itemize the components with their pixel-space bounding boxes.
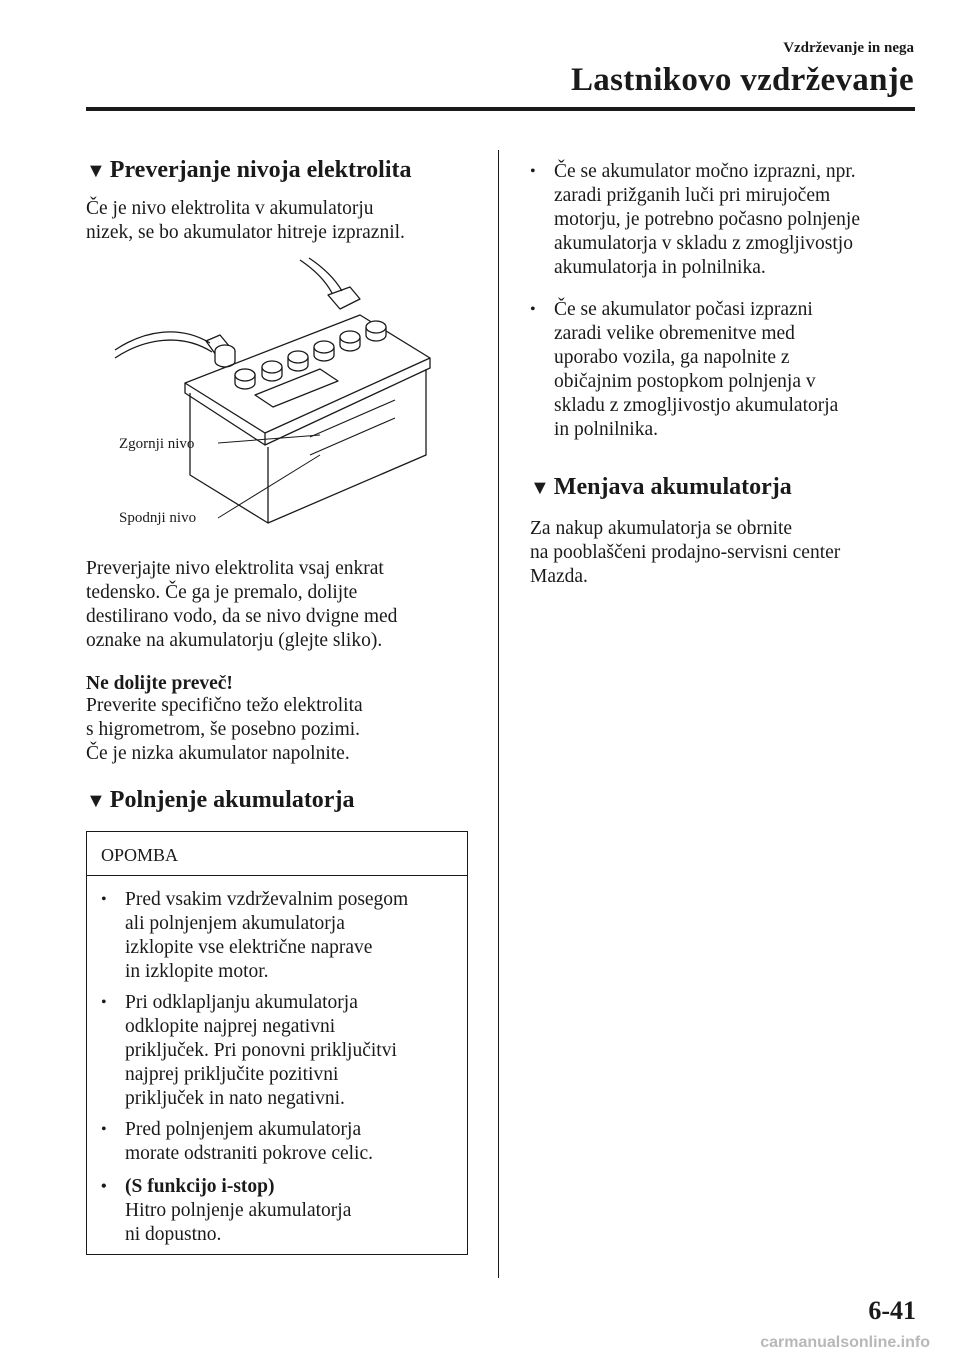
bullet-icon: • bbox=[101, 891, 107, 908]
battery-illustration bbox=[110, 255, 450, 530]
section-label: Vzdrževanje in nega bbox=[783, 40, 914, 56]
triangle-icon: ▼ bbox=[86, 160, 106, 182]
header-rule bbox=[86, 107, 915, 111]
warning-title: Ne dolijte preveč! bbox=[86, 673, 233, 694]
footer-watermark: carmanualsonline.info bbox=[760, 1334, 930, 1351]
replacement-paragraph: Za nakup akumulatorja se obrnite na pooblaščeni prodajno-servisni center Mazda. bbox=[530, 518, 841, 587]
column-divider bbox=[498, 150, 499, 1278]
intro-paragraph: Če je nivo elektrolita v akumulatorju nizek, se bo akumulator hitreje izpraznil. bbox=[86, 198, 405, 243]
bullet-icon: • bbox=[530, 163, 536, 180]
triangle-icon: ▼ bbox=[530, 477, 550, 499]
label-lower-level: Spodnji nivo bbox=[119, 510, 197, 526]
page-title: Lastnikovo vzdrževanje bbox=[571, 62, 914, 98]
heading-electrolyte-level: ▼ Preverjanje nivoja elektrolita bbox=[86, 157, 412, 183]
bullet-icon: • bbox=[101, 994, 107, 1011]
note-divider bbox=[87, 875, 467, 876]
note-box: OPOMBA • Pred vsakim vzdrževalnim posegom ali polnjenjem akumulatorja izklopite vse električne naprave in izklopite motor. • Pri odklapljanju akumulatorja odklopite najprej negativni priključek. Pri ponovni priključitvi najprej priključite pozitivni priključek in nato negativni. • Pred polnjenjem akumulatorja morate odstraniti pokrove celic. • (S funkcijo i-stop) Hitro polnjenje akumulatorja ni dopustno. bbox=[86, 831, 468, 1255]
warning-paragraph: Preverite specifično težo elektrolita s higrometrom, še posebno pozimi. Če je nizka akumulator napolnite. bbox=[86, 695, 363, 764]
page-number: 6-41 bbox=[868, 1296, 916, 1325]
heading-replacement: ▼ Menjava akumulatorja bbox=[530, 474, 792, 500]
label-upper-level: Zgornji nivo bbox=[119, 436, 195, 452]
heading-charging: ▼ Polnjenje akumulatorja bbox=[86, 787, 355, 813]
bullet-icon: • bbox=[530, 301, 536, 318]
check-paragraph: Preverjajte nivo elektrolita vsaj enkrat tedensko. Če ga je premalo, dolijte destilirano vodo, da se nivo dvigne med oznake na akumulatorju (glejte sliko). bbox=[86, 558, 398, 651]
bullet-icon: • bbox=[101, 1121, 107, 1138]
bullet-icon: • bbox=[101, 1178, 107, 1195]
note-title: OPOMBA bbox=[101, 845, 179, 865]
triangle-icon: ▼ bbox=[86, 790, 106, 812]
